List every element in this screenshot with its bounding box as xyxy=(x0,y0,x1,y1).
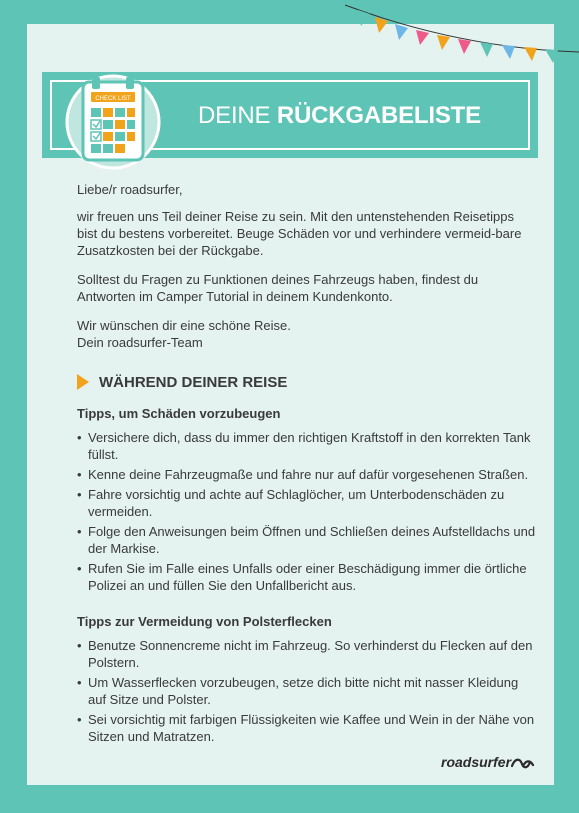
bullet-icon: • xyxy=(77,561,82,576)
list-item xyxy=(77,637,537,671)
bullet-icon: • xyxy=(77,430,82,445)
checklist-icon xyxy=(58,70,168,170)
intro-paragraph-1: wir freuen uns Teil deiner Reise zu sein. Mit den untenstehenden Reisetipps bist du bestens vorbereitet. Beuge Schäden vor und verhindere vermeid-bare Zusatzkosten bei der Rückgabe. xyxy=(77,209,522,258)
list-item xyxy=(77,711,537,745)
damage-tips-list xyxy=(77,429,537,597)
list-item-text: Sei vorsichtig mit farbigen Flüssigkeiten wie Kaffee und Wein in der Nähe von Sitzen und Matratzen. xyxy=(88,712,535,744)
bullet-icon: • xyxy=(77,675,82,690)
logo-text: roadsurfer xyxy=(441,754,512,770)
list-item xyxy=(77,674,537,708)
intro-paragraph-2: Solltest du Fragen zu Funktionen deines Fahrzeugs haben, findest du Antworten im Camper Tutorial in deinem Kundenkonto. xyxy=(77,272,479,304)
list-item xyxy=(77,466,537,483)
icon-label: CHECK LIST xyxy=(95,96,131,102)
flag-9 xyxy=(524,47,537,61)
list-item-text: Versichere dich, dass du immer den richtigen Kraftstoff in den korrekten Tank füllst. xyxy=(88,430,531,462)
list-item-text: Rufen Sie im Falle eines Unfalls oder einer Beschädigung immer die örtliche Polizei an und füllen Sie den Unfallbericht aus. xyxy=(88,561,527,593)
flag-3 xyxy=(395,24,408,40)
title-bold: RÜCKGABELISTE xyxy=(276,102,481,129)
flag-5 xyxy=(437,35,450,50)
list-item-text: Um Wasserflecken vorzubeugen, setze dich bitte nicht mit nasser Kleidung auf Sitze und Polster. xyxy=(88,675,519,707)
section-title: WÄHREND DEINER REISE xyxy=(99,374,288,391)
list-item-text: Kenne deine Fahrzeugmaße und fahre nur auf dafür vorgesehenen Straßen. xyxy=(88,467,529,482)
flag-7 xyxy=(480,42,493,57)
flag-8 xyxy=(502,45,515,59)
bullet-icon: • xyxy=(77,487,82,502)
upholstery-tips-list xyxy=(77,637,537,748)
bullet-icon: • xyxy=(77,467,82,482)
bullet-icon: • xyxy=(77,524,82,539)
list-item-text: Benutze Sonnencreme nicht im Fahrzeug. So verhinderst du Flecken auf den Polstern. xyxy=(88,638,533,670)
flag-4 xyxy=(416,30,429,45)
list-item xyxy=(77,429,537,463)
list-item-text: Fahre vorsichtig und achte auf Schlaglöcher, um Unterbodenschäden zu vermeiden. xyxy=(88,487,505,519)
closing-line-1: Wir wünschen dir eine schöne Reise. xyxy=(77,318,291,333)
bullet-icon: • xyxy=(77,712,82,727)
damage-tips-heading: Tipps, um Schäden vorzubeugen xyxy=(77,406,281,421)
page-title xyxy=(198,98,481,134)
roadsurfer-logo xyxy=(441,752,535,772)
flag-10 xyxy=(545,49,558,63)
bullet-icon: • xyxy=(77,638,82,653)
wave-icon xyxy=(511,756,535,770)
closing-line-2: Dein roadsurfer-Team xyxy=(77,335,203,350)
list-item xyxy=(77,486,537,520)
title-light: DEINE xyxy=(198,102,277,129)
list-item xyxy=(77,560,537,594)
intro-text xyxy=(77,181,527,363)
greeting: Liebe/r roadsurfer, xyxy=(77,182,183,197)
list-item xyxy=(77,523,537,557)
upholstery-tips-heading: Tipps zur Vermeidung von Polsterflecken xyxy=(77,614,332,629)
bunting-garland xyxy=(340,0,579,80)
flag-6 xyxy=(458,39,471,54)
triangle-arrow-icon xyxy=(77,374,89,390)
flag-1 xyxy=(358,10,370,26)
list-item-text: Folge den Anweisungen beim Öffnen und Schließen deines Aufstelldachs und der Markise. xyxy=(88,524,536,556)
